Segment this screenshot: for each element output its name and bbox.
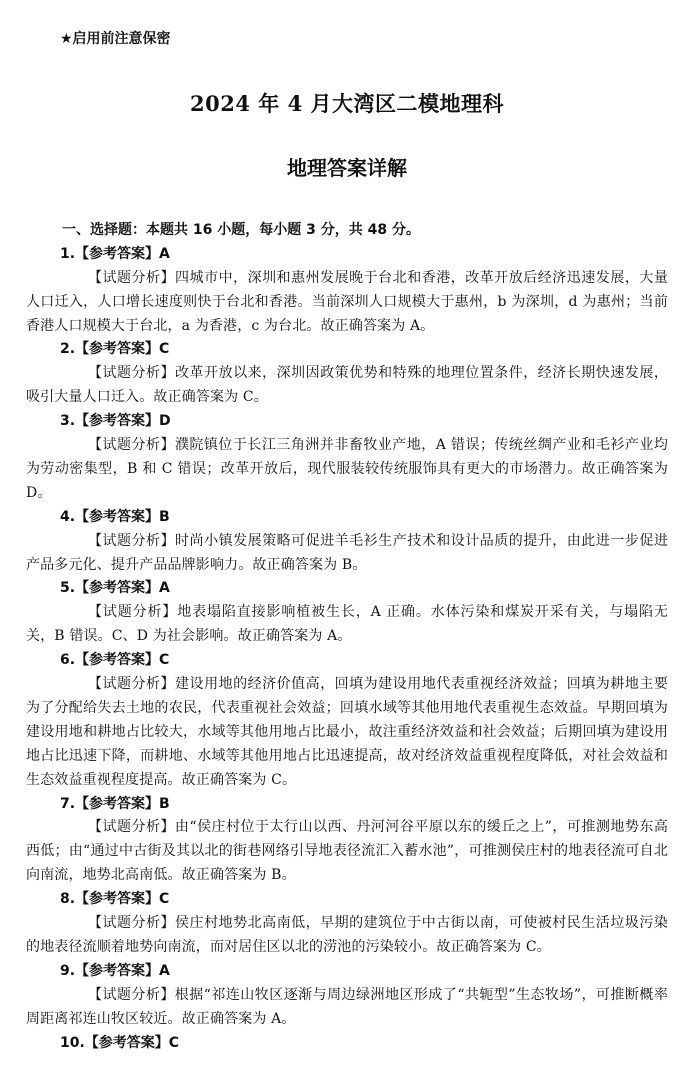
answer-line: 1.【参考答案】A	[60, 245, 170, 262]
question-9	[26, 960, 668, 1032]
question-4	[26, 506, 668, 578]
analysis-paragraph: 【试题分析】时尚小镇发展策略可促进羊毛衫生产技术和设计品质的提升，由此进一步促进产品多元化、提升产品品牌影响力。故正确答案为 B。	[26, 532, 668, 573]
answer-line: 9.【参考答案】A	[60, 962, 170, 979]
question-7	[26, 793, 668, 889]
question-6	[26, 649, 668, 792]
question-8	[26, 888, 668, 960]
question-2	[26, 338, 668, 410]
analysis-paragraph: 【试题分析】地表塌陷直接影响植被生长，A 正确。水体污染和煤炭开采有关，与塌陷无关，B 错误。C、D 为社会影响。故正确答案为 A。	[26, 604, 668, 645]
doc-subtitle: 地理答案详解	[287, 155, 407, 180]
answer-line: 3.【参考答案】D	[60, 413, 171, 430]
question-5	[26, 577, 668, 649]
confidential-notice: ★启用前注意保密	[60, 31, 171, 47]
exam-title: 2024 年 4 月大湾区二模地理科	[190, 90, 504, 116]
analysis-paragraph: 【试题分析】侯庄村地势北高南低，早期的建筑位于中古街以南，可使被村民生活垃圾污染的地表径流顺着地势向南流，而对居住区以北的涝池的污染较小。故正确答案为 C。	[26, 915, 668, 955]
answer-line: 6.【参考答案】C	[60, 652, 170, 669]
analysis-paragraph: 【试题分析】濮院镇位于长江三角洲并非畜牧业产地，A 错误；传统丝绸产业和毛衫产业均为劳动密集型，B 和 C 错误；改革开放后，现代服装较传统服饰具有更大的市场潜力。故正确答案为 D。	[26, 437, 668, 501]
analysis-paragraph: 【试题分析】由“侯庄村位于太行山以西、丹河河谷平原以东的缓丘之上”，可推测地势东高西低；由“通过中古街及其以北的街巷网络引导地表径流汇入蓄水池”，可推测侯庄村的地表径流可自北向南流，地势北高南低。故正确答案为 B。	[26, 819, 668, 884]
question-10	[26, 1032, 668, 1056]
answer-line: 2.【参考答案】C	[60, 341, 170, 358]
question-3	[26, 410, 668, 506]
answer-line: 4.【参考答案】B	[60, 508, 170, 525]
analysis-paragraph: 【试题分析】建设用地的经济价值高，回填为建设用地代表重视经济效益；回填为耕地主要为了分配给失去土地的农民，代表重视社会效益；回填水域等其他用地代表重视生态效益。早期回填为建设用地和耕地占比较大，水域等其他用地占比最小，故注重经济效益和社会效益；后期回填为建设用地占比迅速下降，而耕地、水域等其他用地占比迅速提高，故对经济效益重视程度降低，对社会效益和生态效益重视程度提高。故正确答案为 C。	[26, 676, 668, 788]
analysis-paragraph: 【试题分析】根据“祁连山牧区逐渐与周边绿洲地区形成了“共轭型”生态牧场”，可推断概率周距离祁连山牧区较近。故正确答案为 A。	[26, 986, 668, 1027]
question-1	[26, 243, 668, 339]
answer-line: 5.【参考答案】A	[60, 580, 170, 597]
section-heading: 一、选择题：本题共 16 小题，每小题 3 分，共 48 分。	[62, 221, 420, 238]
analysis-paragraph: 【试题分析】改革开放以来，深圳因政策优势和特殊的地理位置条件，经济长期快速发展，吸引大量人口迁入。故正确答案为 C。	[26, 365, 668, 406]
answer-line: 7.【参考答案】B	[60, 795, 170, 812]
analysis-paragraph: 【试题分析】四城市中，深圳和惠州发展晚于台北和香港，改革开放后经济迅速发展，大量人口迁入，人口增长速度则快于台北和香港。当前深圳人口规模大于惠州，b 为深圳，d 为惠州；当前香港人口规模大于台北，a 为香港，c 为台北。故正确答案为 A。	[26, 269, 668, 334]
answer-line: 8.【参考答案】C	[60, 891, 170, 908]
answer-line: 10.【参考答案】C	[60, 1034, 180, 1051]
